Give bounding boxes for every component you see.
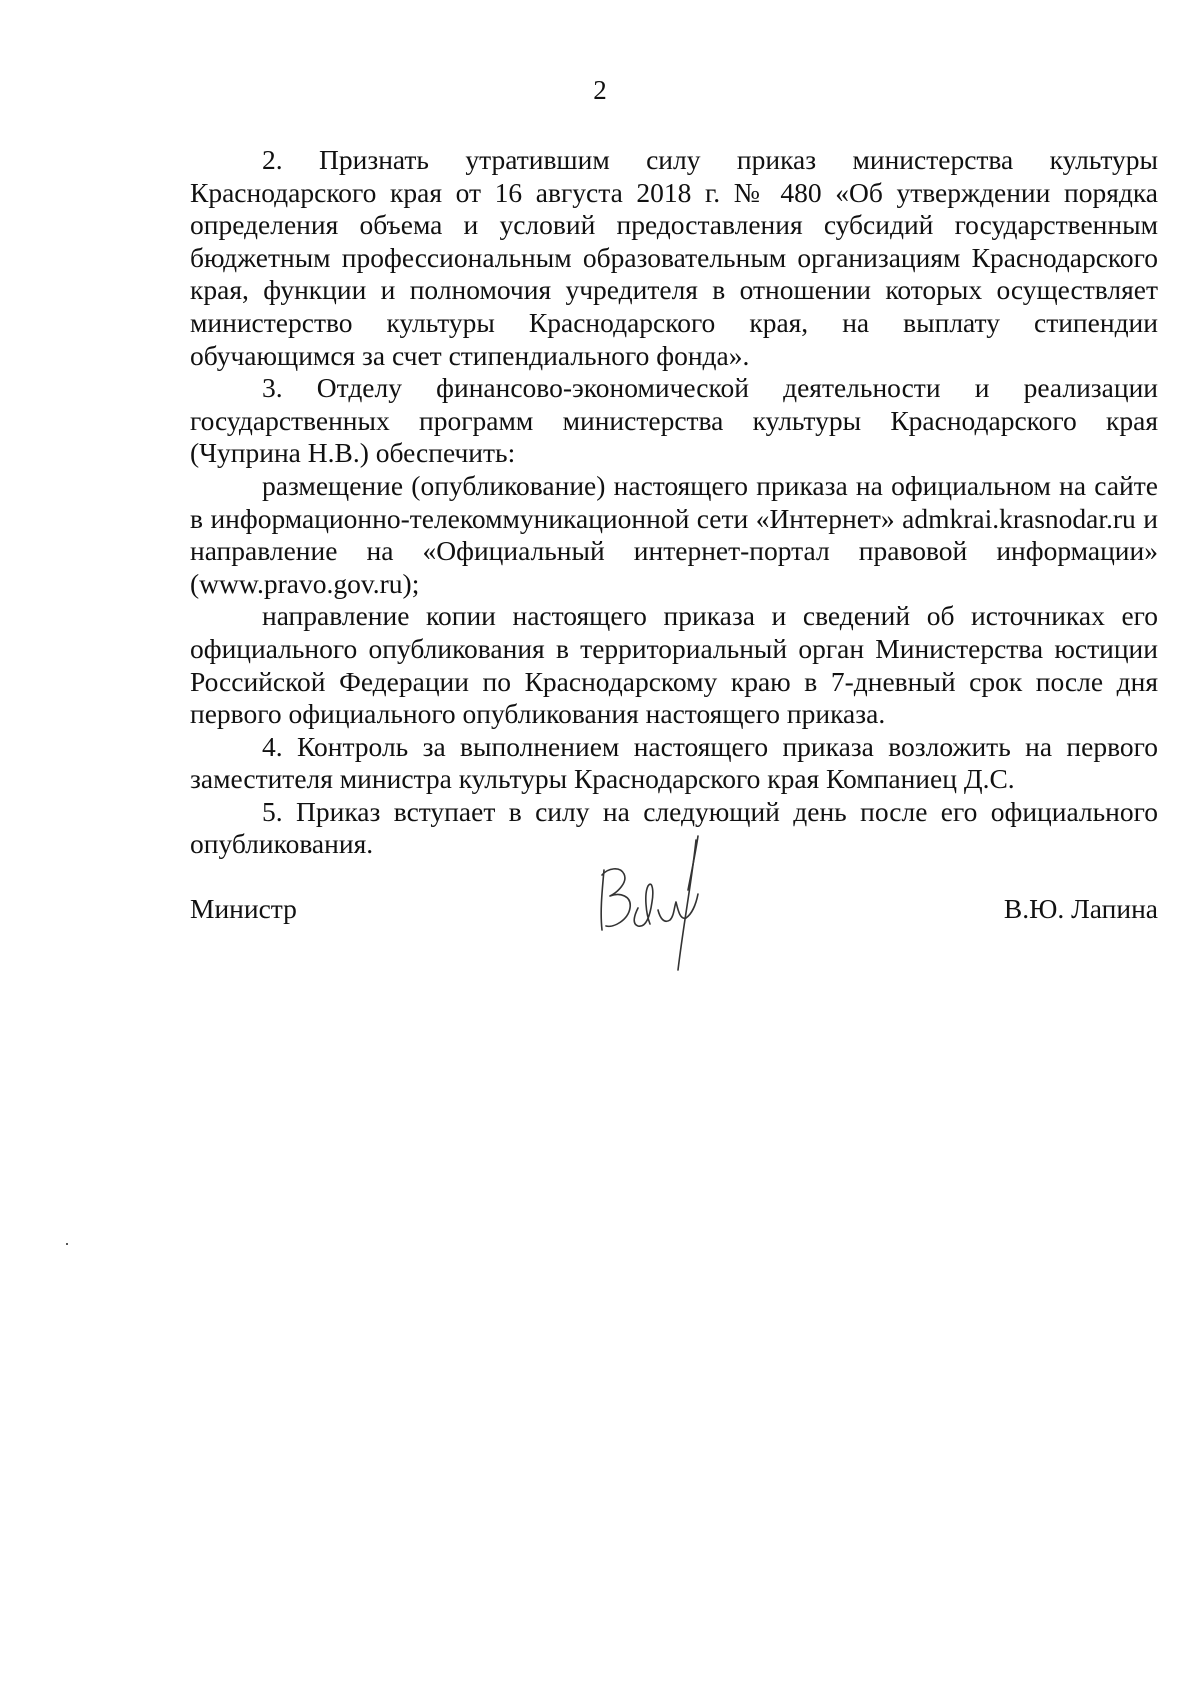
signatory-title: Министр bbox=[190, 893, 297, 924]
document-body bbox=[190, 144, 1158, 861]
handwritten-signature-icon bbox=[580, 830, 730, 980]
paragraph-3-publication-online: размещение (опубликование) настоящего приказа на официальном на сайте в информационно-телекоммуникационной сети «Интернет» admkrai.krasnodar.ru и направление на «Официальный интернет-портал правовой информации» (www.pravo.gov.ru); bbox=[190, 469, 1158, 599]
paragraph-3-department-instruction: 3. Отделу финансово-экономической деятельности и реализации государственных программ министерства культуры Краснодарского края (Чуприна Н.В.) обеспечить: bbox=[190, 372, 1158, 469]
paragraph-5-entry-into-force: 5. Приказ вступает в силу на следующий день после его официального опубликования. bbox=[190, 795, 1158, 860]
page-number: 2 bbox=[593, 75, 607, 105]
scan-speck bbox=[66, 1243, 68, 1245]
paragraph-3-send-to-ministry-of-justice: направление копии настоящего приказа и сведений об источниках его официального опубликования в территориальный орган Министерства юстиции Российской Федерации по Краснодарскому краю в 7-дневный срок после дня первого официального опубликования настоящего приказа. bbox=[190, 600, 1158, 730]
signatory-name: В.Ю. Лапина bbox=[1003, 893, 1158, 924]
paragraph-4-control: 4. Контроль за выполнением настоящего приказа возложить на первого заместителя министра культуры Краснодарского края Компаниец Д.С. bbox=[190, 730, 1158, 795]
paragraph-2-repeal-order: 2. Признать утратившим силу приказ министерства культуры Краснодарского края от 16 августа 2018 г. № 480 «Об утверждении порядка определения объема и условий предоставления субсидий государственным бюджетным профессиональным образовательным организациям Краснодарского края, функции и полномочия учредителя в отношении которых осуществляет министерство культуры Краснодарского края, на выплату стипендии обучающимся за счет стипендиального фонда». bbox=[190, 144, 1158, 371]
